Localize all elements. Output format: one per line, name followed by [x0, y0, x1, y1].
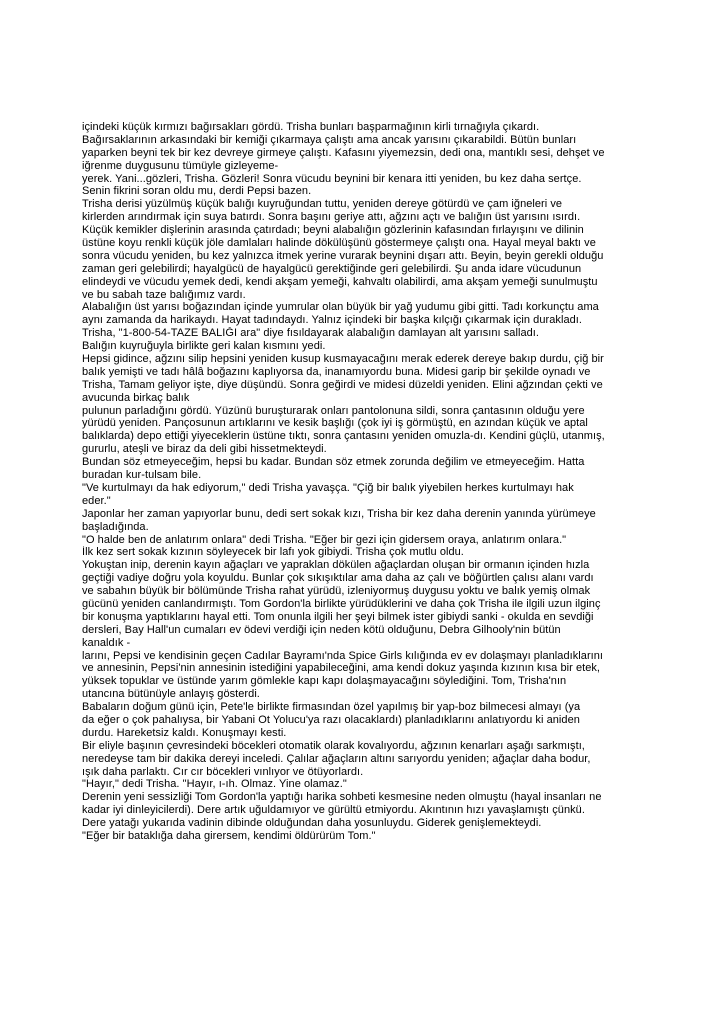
text-line: da eğer o çok pahalıysa, bir Yabani Ot Yolucu'ya razı olacaklardı) planladıklarını anlatıyordu ki aniden: [82, 713, 580, 726]
text-line: Trisha, "1-800-54-TAZE BALIĞI ara" diye fısıldayarak alabalığın damlayan alt yarısını salladı.: [82, 327, 539, 340]
text-line: dersleri, Bay Hall'un cumaları ev ödevi verdiği için neden kötü olduğunu, Debra Gilhooly'nin bütün: [82, 623, 561, 636]
body-text: [82, 121, 698, 843]
text-line: Derenin yeni sessizliği Tom Gordon'la yaptığı harika sohbeti kesmesine neden olmuştu (hayal insanları ne: [82, 791, 602, 804]
text-line: durdu. Hareketsiz kaldı. Konuşmayı kesti.: [82, 726, 287, 739]
text-line: "Eğer bir bataklığa daha girersem, kendimi öldürürüm Tom.": [82, 829, 376, 842]
text-line: ve bu sabah taze balığımız vardı.: [82, 288, 246, 301]
text-line: Bağırsaklarının arkasındaki bir kemiği çıkarmaya çalıştı ama ancak yarısını çıkarabildi. Bütün bunları: [82, 133, 577, 146]
text-line: ve sabahın büyük bir bölümünde Trisha rahat yürüdü, izleniyormuş duygusu yoktu ve balık yemiş olmak: [82, 585, 591, 598]
text-line: kadar iyi dinleyicilerdi). Dere artık uğuldamıyor ve gürültü etmiyordu. Akıntının hızı yavaşlamıştı çünkü.: [82, 804, 585, 817]
text-line: Babaların doğum günü için, Pete'le birlikte firmasından özel yapılmış bir yap-boz bilmecesi almayı (ya: [82, 701, 581, 714]
text-line: yerek. Yani...gözleri, Trisha. Gözleri! Sonra vücudu beynini bir kenara itti yeniden, bu kez daha sertçe.: [82, 172, 582, 185]
text-line: kirlerden arındırmak için suya batırdı. Sonra başını geriye attı, ağzını açtı ve balığın üst yarısını ısırdı.: [82, 211, 581, 224]
text-line: Hepsi gidince, ağzını silip hepsini yeniden kusup kusmayacağını merak ederek dereye bakıp durdu, çiğ bir: [82, 353, 604, 366]
text-line: Bir eliyle başının çevresindeki böcekleri otomatik olarak kovalıyordu, ağzının kenarları aşağı sarkmıştı,: [82, 739, 585, 752]
text-line: yürüdü yeniden. Pançosunun artıklarını ve kesik başlığı (çok iyi iş görmüştü, en azından küçük ve aptal: [82, 417, 588, 430]
text-line: Balığın kuyruğuyla birlikte geri kalan kısmını yedi.: [82, 340, 326, 353]
text-line: "Hayır," dedi Trisha. "Hayır, ı-ıh. Olmaz. Yine olamaz.": [82, 778, 347, 791]
text-line: Senin fikrini soran oldu mu, derdi Pepsi bazen.: [82, 185, 312, 198]
text-line: yaparken beyni tek bir kez devreye girmeye çalıştı. Kafasını yiyemezsin, dedi ona, mantıklı sesi, dehşet ve: [82, 146, 605, 159]
text-line: ve annesinin, Pepsi'nin annesinin istediğini yapabileceğini, ama kendi dokuz yaşında kızının kısa bir etek,: [82, 662, 601, 675]
text-line: "O halde ben de anlatırım onlara" dedi Trisha. "Eğer bir gezi için gidersem oraya, anlatırım onlara.": [82, 533, 567, 546]
text-line: kanaldık -: [82, 636, 131, 649]
text-line: Küçük kemikler dişlerinin arasında çatırdadı; beyni alabalığın gözlerinin kafasından fırlayışını ve dilinin: [82, 224, 584, 237]
text-line: gururlu, ateşli ve biraz da deli gibi hissetmekteydi.: [82, 443, 327, 456]
text-line: neredeyse tam bir dakika dereyi inceledi. Çalılar ağaçların altını sarıyordu yeniden; ağaçlar daha bodur,: [82, 752, 591, 765]
text-line: üstüne koyu renkli küçük jöle damlaları halinde dökülüşünü göstermeye çalıştı ona. Hayal meyal baktı ve: [82, 237, 596, 250]
text-line: Trisha, Tamam geliyor işte, diye düşündü. Sonra geğirdi ve midesi düzeldi yeniden. Elini ağzından çekti ve: [82, 378, 603, 391]
text-line: Bundan söz etmeyeceğim, hepsi bu kadar. Bundan söz etmek zorunda değilim ve etmeyeceğim. Hatta: [82, 456, 585, 469]
text-line: buradan kur-tulsam bile.: [82, 469, 202, 482]
text-line: geçtiği vadiye doğru yola koyuldu. Bunlar çok sıkışıktılar ama daha az çalı ve böğürtlen çalısı alanı vardı: [82, 572, 594, 585]
text-line: gücünü yeniden canlandırmıştı. Tom Gordon'la birlikte yürüdüklerini ve daha çok Trisha ile ilgili uzun ilginç: [82, 597, 601, 610]
text-line: eder.": [82, 494, 111, 507]
text-line: yüksek topuklar ve üstünde yarım gömlekle kapı kapı dolaşmayacağını söylediğini. Tom, Trisha'nın: [82, 675, 567, 688]
text-line: elindeydi ve vücudu yemek dedi, kendi akşam yemeği, kahvaltı olabilirdi, ama akşam yemeği sunulmuştu: [82, 275, 598, 288]
text-line: bir konuşma yaptıklarını hayal etti. Tom onunla ilgili her şeyi bilmek ister gibiydi sanki - okulda en sevdiği: [82, 610, 594, 623]
text-line: larını, Pepsi ve kendisinin geçen Cadılar Bayramı'nda Spice Girls kılığında ev ev dolaşmayı planladıklarını: [82, 649, 604, 662]
text-line: pulunun parladığını gördü. Yüzünü buruşturarak onları pantolonuna sildi, sonra çantasının olduğu yere: [82, 404, 585, 417]
text-line: aynı zamanda da harikaydı. Hayat tadındaydı. Yalnız içindeki bir başka kılçığı çıkarmak için durakladı.: [82, 314, 582, 327]
text-line: "Ve kurtulmayı da hak ediyorum," dedi Trisha yavaşça. "Çiğ bir balık yiyebilen herkes kurtulmayı hak: [82, 481, 574, 494]
text-line: ışık daha parlaktı. Cır cır böcekleri vınlıyor ve ötüyorlardı.: [82, 765, 364, 778]
text-line: Alabalığın üst yarısı boğazından içinde yumrular olan büyük bir yağ yudumu gibi gitti. Tadı korkunçtu ama: [82, 301, 599, 314]
text-line: zaman geri gelebilirdi; hayalgücü de hayalgücü gerektiğinde geri gelebilirdi. Şu anda idare vücudunun: [82, 262, 582, 275]
text-line: başladığında.: [82, 520, 149, 533]
text-line: avucunda birkaç balık: [82, 391, 190, 404]
text-line: utancına bütünüyle anlayış gösterdi.: [82, 688, 260, 701]
text-line: Japonlar her zaman yapıyorlar bunu, dedi sert sokak kızı, Trisha bir kez daha derenin yanında yürümeye: [82, 507, 596, 520]
text-line: sonra vücudu yeniden, bu kez yalnızca itmek yerine vurarak beynini dışarı attı. Beyin, beyin gerekli olduğu: [82, 249, 604, 262]
text-line: iğrenme duygusunu tümüyle gizleyeme-: [82, 159, 279, 172]
text-line: içindeki küçük kırmızı bağırsakları gördü. Trisha bunları başparmağının kirli tırnağıyla çıkardı.: [82, 121, 540, 133]
text-line: Trisha derisi yüzülmüş küçük balığı kuyruğundan tuttu, yeniden dereye götürdü ve çam iğneleri ve: [82, 198, 563, 211]
text-line: Dere yatağı yukarıda vadinin dibinde olduğundan daha yosunluydu. Giderek genişlemekteydi.: [82, 817, 542, 830]
text-line: balıklarda) depo ettiği yiyeceklerin üstüne tıktı, sonra çantasını yeniden omuzla-dı. Kendini güçlü, utanmış,: [82, 430, 605, 443]
text-line: balık yemişti ve tadı hâlâ boğazını kaplıyorsa da, inanamıyordu buna. Midesi garip bir şekilde oynadı ve: [82, 365, 591, 378]
text-line: İlk kez sert sokak kızının söyleyecek bir lafı yok gibiydi. Trisha çok mutlu oldu.: [82, 546, 464, 559]
text-line: Yokuştan inip, derenin kayın ağaçları ve yapraklan dökülen ağaçlardan oluşan bir ormanın içinden hızla: [82, 559, 590, 572]
